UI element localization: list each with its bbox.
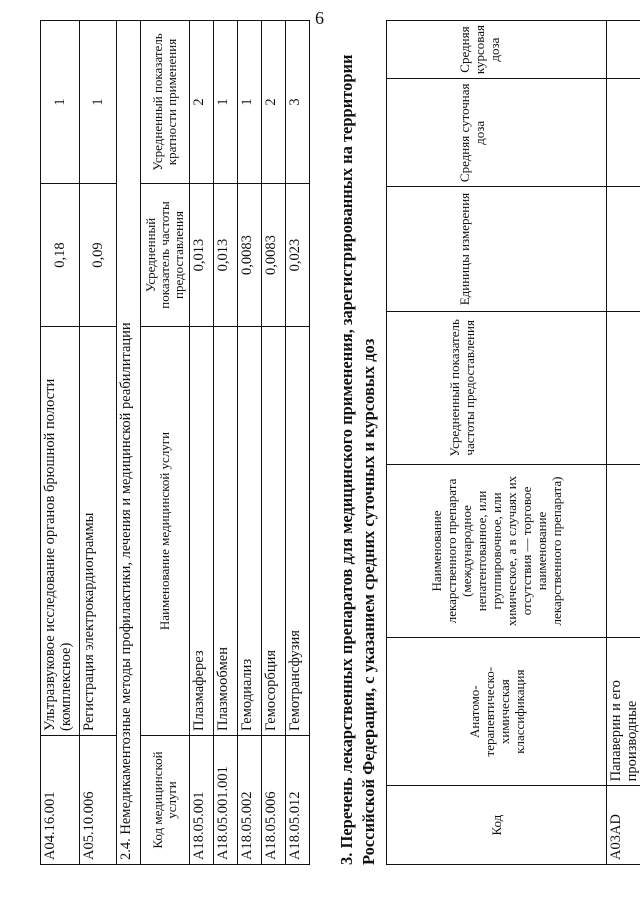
service-code: A18.05.001.001 <box>214 736 238 865</box>
service-multiplicity: 3 <box>286 21 310 184</box>
services-table <box>40 20 310 865</box>
header-atc: Анатомо-терапевтическо-химическая классификация <box>387 638 607 786</box>
drug-code: A03AD <box>607 786 640 865</box>
service-code: A04.16.001 <box>41 736 80 865</box>
page-number: 6 <box>315 8 324 28</box>
service-name: Гемосорбция <box>262 327 286 736</box>
drug-course-dose <box>607 21 640 79</box>
header-daily-dose: Средняя суточная доза <box>387 79 607 187</box>
section-title: 3. Перечень лекарственных препаратов для медицинского применения, зарегистрированных на территории Российской Федерации, с указанием средних суточных и курсовых доз <box>337 54 378 865</box>
service-name: Регистрация электрокардиограммы <box>80 327 117 736</box>
service-frequency: 0,013 <box>214 184 238 327</box>
drug-unit <box>607 187 640 311</box>
table-row <box>238 21 262 865</box>
service-multiplicity: 1 <box>238 21 262 184</box>
service-name: Плазмообмен <box>214 327 238 736</box>
section-subheading: 2.4. Немедикаментозные методы профилактики, лечения и медицинской реабилитации <box>117 21 141 865</box>
table-row <box>286 21 310 865</box>
drug-daily-dose <box>607 79 640 187</box>
table-row <box>41 21 80 865</box>
drug-name <box>607 464 640 637</box>
header-code: Код <box>387 786 607 865</box>
service-code: A18.05.001 <box>190 736 214 865</box>
header-code: Код медицинской услуги <box>141 736 190 865</box>
table-header-row <box>141 21 190 865</box>
service-name: Гемодиализ <box>238 327 262 736</box>
drug-frequency <box>607 311 640 464</box>
service-name: Плазмаферез <box>190 327 214 736</box>
section-subheading-row <box>117 21 141 865</box>
header-name: Наименование медицинской услуги <box>141 327 190 736</box>
service-name: Ультразвуковое исследование органов брюшной полости (комплексное) <box>41 327 80 736</box>
service-code: A18.05.002 <box>238 736 262 865</box>
service-multiplicity: 1 <box>80 21 117 184</box>
table-row <box>80 21 117 865</box>
drugs-table <box>386 20 640 865</box>
table-header-row <box>387 21 607 865</box>
service-multiplicity: 2 <box>190 21 214 184</box>
header-frequency: Усредненный показатель частоты предоставления <box>387 311 607 464</box>
header-drug-name: Наименование лекарственного препарата (международное непатентованное, или группировочное, или химическое, а в случаях их отсутствия — торговое наименование лекарственного препарата) <box>387 464 607 637</box>
service-frequency: 0,023 <box>286 184 310 327</box>
service-frequency: 0,18 <box>41 184 80 327</box>
service-frequency: 0,0083 <box>262 184 286 327</box>
header-multiplicity: Усредненный показатель кратности применения <box>141 21 190 184</box>
table-row <box>607 21 640 865</box>
service-frequency: 0,013 <box>190 184 214 327</box>
service-code: A18.05.006 <box>262 736 286 865</box>
service-code: A18.05.012 <box>286 736 310 865</box>
drug-atc: Папаверин и его производные <box>607 638 640 786</box>
service-name: Гемотрансфузия <box>286 327 310 736</box>
service-frequency: 0,09 <box>80 184 117 327</box>
header-course-dose: Средняя курсовая доза <box>387 21 607 79</box>
service-multiplicity: 2 <box>262 21 286 184</box>
service-multiplicity: 1 <box>214 21 238 184</box>
table-row <box>262 21 286 865</box>
table-row <box>214 21 238 865</box>
service-multiplicity: 1 <box>41 21 80 184</box>
header-frequency: Усредненный показатель частоты предоставления <box>141 184 190 327</box>
service-code: A05.10.006 <box>80 736 117 865</box>
service-frequency: 0,0083 <box>238 184 262 327</box>
header-unit: Единицы измерения <box>387 187 607 311</box>
table-row <box>190 21 214 865</box>
